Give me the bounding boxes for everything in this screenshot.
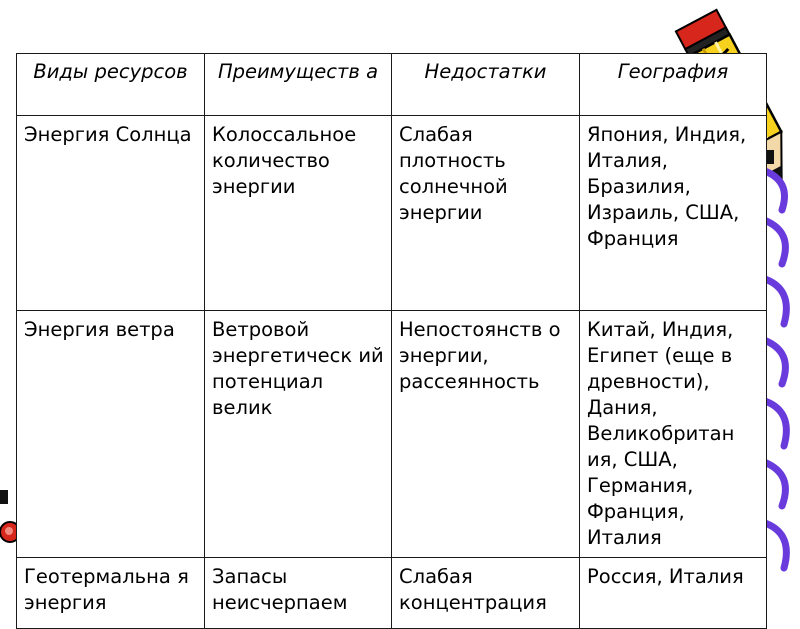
cell-disadvantages: Непостоянств о энергии, рассеянность xyxy=(392,311,580,558)
table-row xyxy=(17,311,767,558)
cell-geography: Россия, Италия xyxy=(580,558,767,629)
cell-disadvantages: Слабая концентрация xyxy=(392,558,580,629)
table-row xyxy=(17,558,767,629)
table-header-row xyxy=(17,54,767,116)
table-row xyxy=(17,116,767,311)
header-advantages: Преимуществ а xyxy=(205,54,392,116)
cell-advantages: Запасы неисчерпаем xyxy=(205,558,392,629)
cell-geography: Япония, Индия, Италия, Бразилия, Израиль, США, Франция xyxy=(580,116,767,311)
cell-advantages: Колоссальное количество энергии xyxy=(205,116,392,311)
header-geography: География xyxy=(580,54,767,116)
cell-resource: Энергия ветра xyxy=(17,311,205,558)
cell-geography: Китай, Индия, Египет (еще в древности), Дания, Великобритан ия, США, Германия, Франция, Италия xyxy=(580,311,767,558)
resources-table xyxy=(16,53,767,629)
cell-disadvantages: Слабая плотность солнечной энергии xyxy=(392,116,580,311)
cell-resource: Геотермальна я энергия xyxy=(17,558,205,629)
cell-advantages: Ветровой энергетическ ий потенциал велик xyxy=(205,311,392,558)
header-disadvantages: Недостатки xyxy=(392,54,580,116)
cell-resource: Энергия Солнца xyxy=(17,116,205,311)
header-resource-types: Виды ресурсов xyxy=(17,54,205,116)
